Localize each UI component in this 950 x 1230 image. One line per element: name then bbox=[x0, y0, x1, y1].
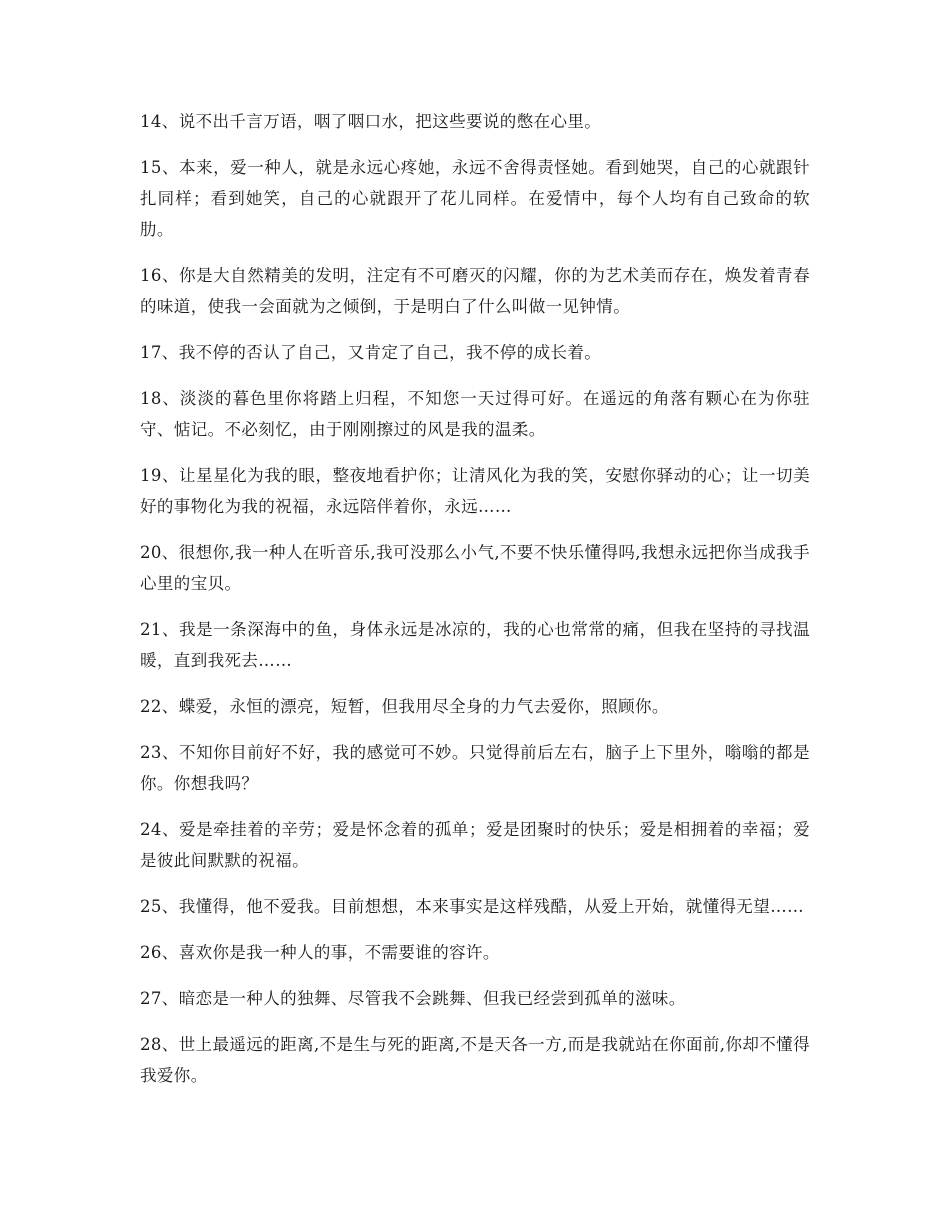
paragraph-15: 15、本来，爱一种人，就是永远心疼她，永远不舍得责怪她。看到她哭，自己的心就跟针扎同样；看到她笑，自己的心就跟开了花儿同样。在爱情中，每个人均有自己致命的软肋。 bbox=[140, 158, 810, 239]
paragraph-28: 28、世上最遥远的距离,不是生与死的距离,不是天各一方,而是我就站在你面前,你却不懂得我爱你。 bbox=[140, 1035, 810, 1085]
paragraph-20: 20、很想你,我一种人在听音乐,我可没那么小气,不要不快乐懂得吗,我想永远把你当成我手心里的宝贝。 bbox=[140, 543, 810, 593]
paragraph-21: 21、我是一条深海中的鱼，身体永远是冰凉的，我的心也常常的痛，但我在坚持的寻找温暖，直到我死去…… bbox=[140, 620, 810, 670]
paragraph-25: 25、我懂得，他不爱我。目前想想，本来事实是这样残酷，从爱上开始，就懂得无望…… bbox=[140, 897, 804, 916]
document-body bbox=[140, 106, 810, 1106]
paragraph-27: 27、暗恋是一种人的独舞、尽管我不会跳舞、但我已经尝到孤单的滋味。 bbox=[140, 989, 686, 1008]
paragraph-22: 22、蝶爱，永恒的漂亮，短暂，但我用尽全身的力气去爱你，照顾你。 bbox=[140, 697, 669, 716]
paragraph-18: 18、淡淡的暮色里你将踏上归程，不知您一天过得可好。在遥远的角落有颗心在为你驻守、惦记。不必刻忆，由于刚刚擦过的风是我的温柔。 bbox=[140, 389, 810, 439]
paragraph-24: 24、爱是牵挂着的辛劳；爱是怀念着的孤单；爱是团聚时的快乐；爱是相拥着的幸福；爱是彼此间默默的祝福。 bbox=[140, 820, 810, 870]
paragraph-19: 19、让星星化为我的眼，整夜地看护你；让清风化为我的笑，安慰你驿动的心；让一切美好的事物化为我的祝福，永远陪伴着你，永远…… bbox=[140, 466, 810, 516]
paragraph-14: 14、说不出千言万语，咽了咽口水，把这些要说的憋在心里。 bbox=[140, 112, 602, 131]
paragraph-26: 26、喜欢你是我一种人的事，不需要谁的容许。 bbox=[140, 943, 500, 962]
paragraph-16: 16、你是大自然精美的发明，注定有不可磨灭的闪耀，你的为艺术美而存在，焕发着青春的味道，使我一会面就为之倾倒，于是明白了什么叫做一见钟情。 bbox=[140, 266, 810, 316]
paragraph-23: 23、不知你目前好不好，我的感觉可不妙。只觉得前后左右，脑子上下里外，嗡嗡的都是你。你想我吗？ bbox=[140, 743, 810, 793]
paragraph-17: 17、我不停的否认了自己，又肯定了自己，我不停的成长着。 bbox=[140, 343, 602, 362]
